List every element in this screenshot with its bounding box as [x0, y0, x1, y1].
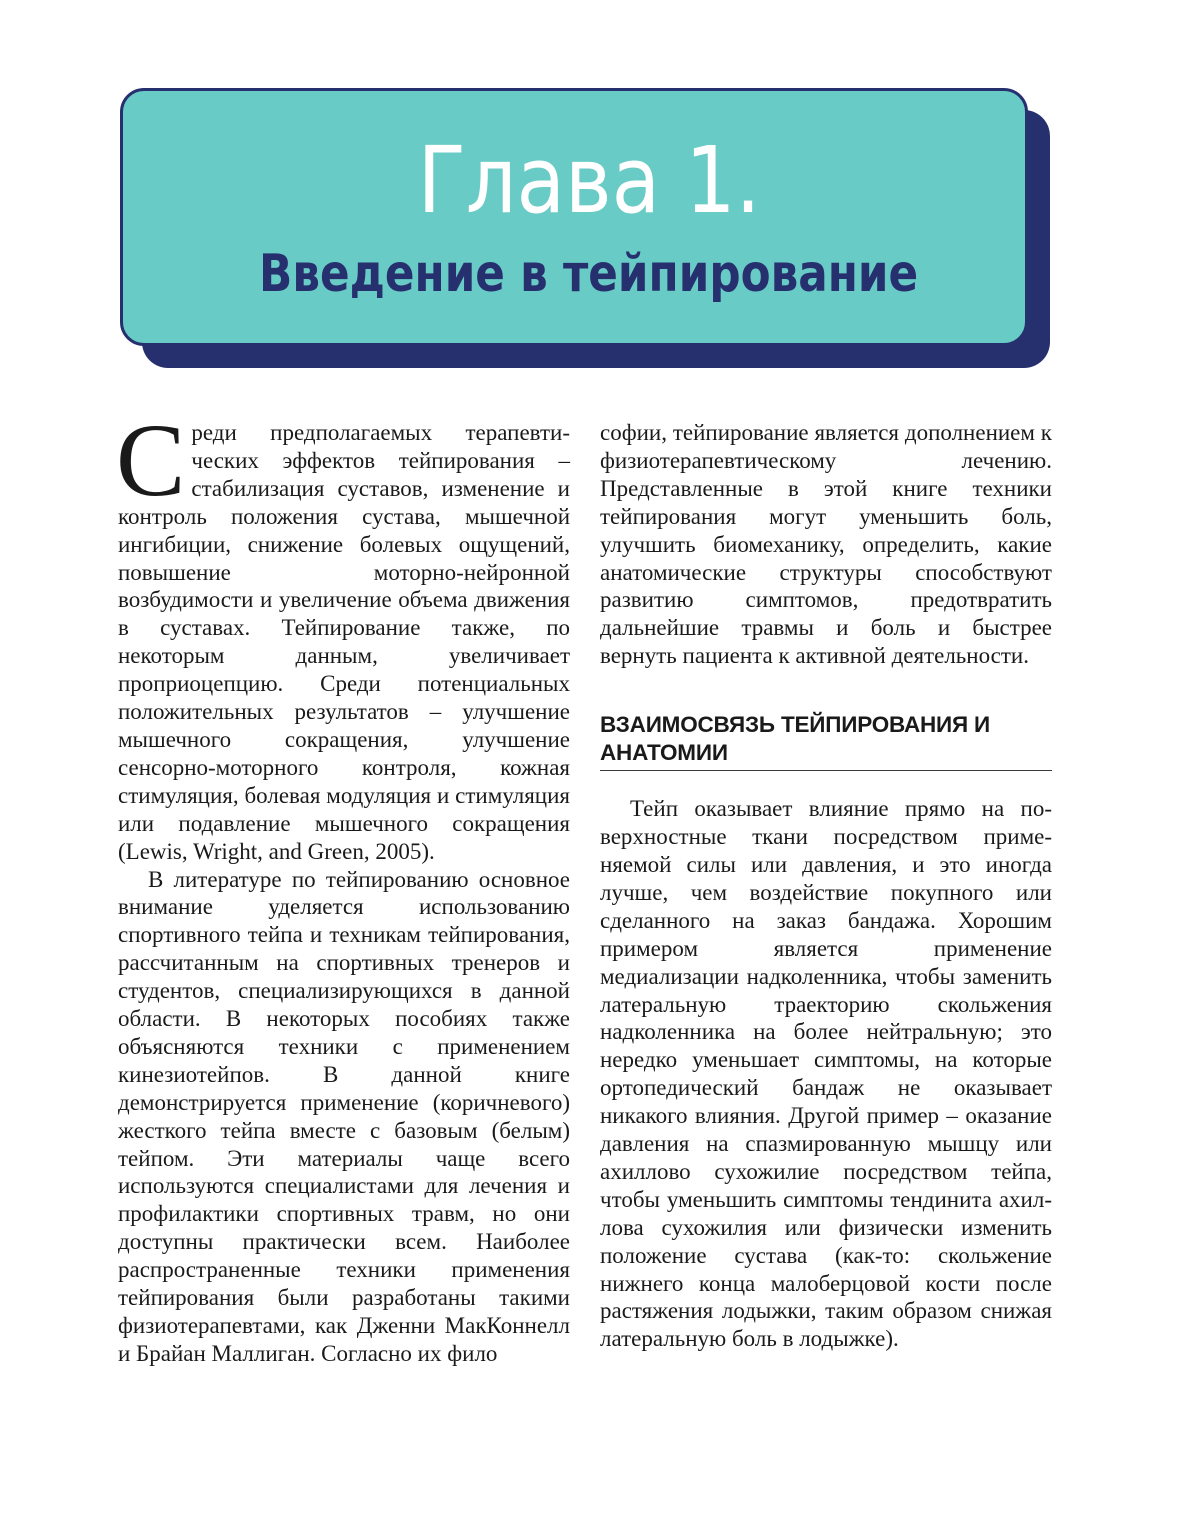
literature-paragraph: В литературе по тейпированию основное внимание уделяется использованию спортивного тейпа и техникам тейпирования, рассчитанным на спортивных тренеров и студентов, специализирующихся в данной области. В некоторых пособиях также объясняются техники с применением кинезиотейпов. В данной книге демонстрируется применение (коричневого) жесткого тейпа вместе с базовым (белым) тейпом. Эти материалы чаще всего используются специалистами для лечения и профилактики спортивных травм, но они доступны практически всем. Наиболее распространенные техники применения тейпирования были разработаны такими физиотерапевтами, как Дженни МакКоннелл и Брайан Маллиган. Согласно их фило [118, 866, 570, 1366]
section-heading: ВЗАИМОСВЯЗЬ ТЕЙПИРОВАНИЯ И АНАТОМИИ [600, 712, 991, 765]
intro-paragraph-text: реди предполагаемых терапевтических эффектов тейпирования – стабилизация суставов, изменение и контроль положения сустава, мышечной ингибиции, снижение болевых ощущений, повышение моторно-нейронной возбудимости и увеличение объема движения в суставах. Тейпирование также, по некоторым данным, увеличивает проприоцепцию. Среди потенциальных положительных результатов – улучшение мышечного сокращения, улучшение сенсорно-моторного контроля, кожная стимуляция, болевая модуляция и стимуляция или подавление мышечного сокращения (Lewis, Wright, and Green, 2005). [118, 420, 570, 864]
philosophy-paragraph: софии, тейпирование является дополнением к физиотерапевтическому лечению. Представленные в этой книге техники тейпирования могут уменьшить боль, улучшить биомеханику, определить, какие анатомические структуры способствуют развитию симптомов, предотвратить дальнейшие травмы и боль и быстрее вернуть пациента к активной деятельности. [600, 420, 1052, 669]
chapter-label: Глава 1. [417, 127, 761, 234]
right-column [600, 419, 1052, 1353]
left-column [116, 403, 570, 1368]
intro-paragraph [116, 403, 570, 866]
drop-cap: С [116, 403, 186, 518]
section-heading-rule [600, 770, 1052, 771]
anatomy-paragraph: Тейп оказывает влияние прямо на поверхностные ткани посредством применяемой силы или давления, и это иногда лучше, чем воздействие покупного или сделанного на заказ бандажа. Хорошим примером является применение медиализации надколенника, чтобы заменить латеральную траекторию скольжения надколенника на более нейтральную; это нередко уменьшает симптомы, на которые ортопедический бандаж не оказывает никакого влияния. Другой пример – оказание давления на спазмированную мышцу или ахиллово сухожилие посредством тейпа, чтобы уменьшить симптомы тендинита ахиллова сухожилия или физически изменить положение сустава (как-то: скольжение нижнего конца малоберцовой кости после растяжения лодыжки, таким образом снижая латеральную боль в лодыжке). [600, 796, 1052, 1352]
chapter-title: Введение в тейпирование [259, 244, 919, 304]
